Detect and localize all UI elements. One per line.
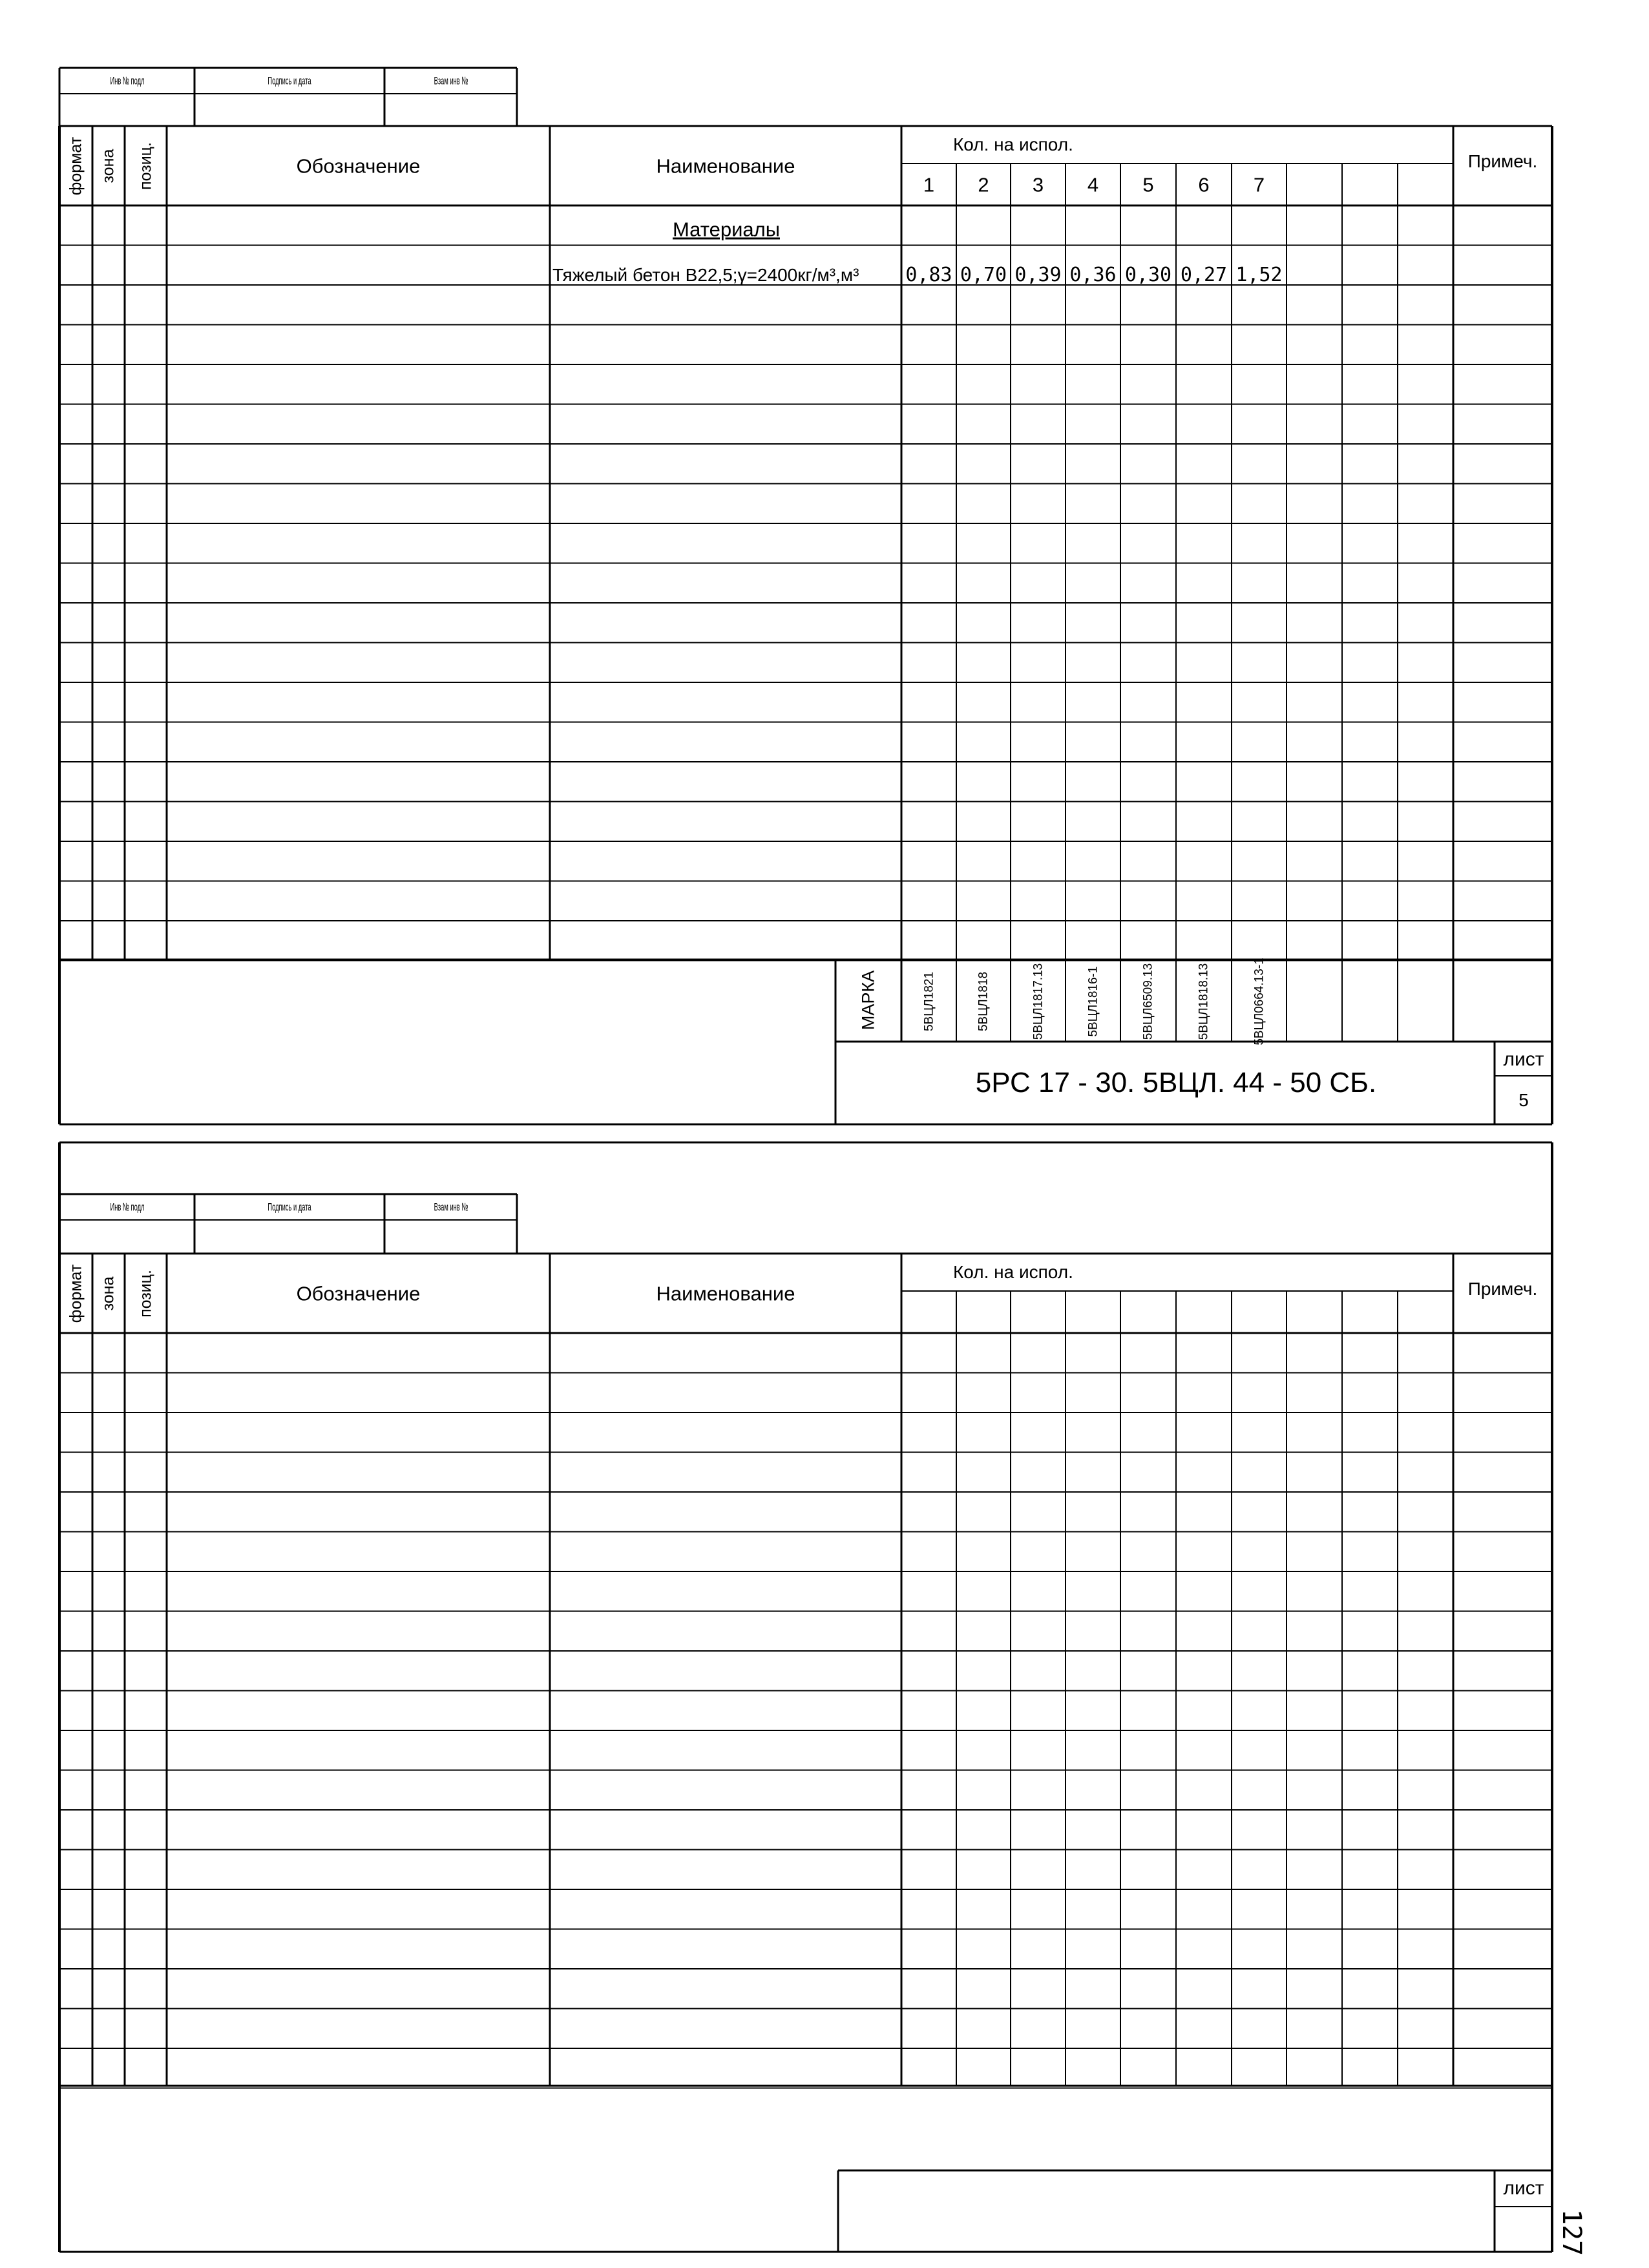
- stamp1-inv-label-text: Инв № подл: [109, 74, 145, 87]
- sheet1-sheet-label: лист: [1503, 1049, 1544, 1070]
- stamp2-vzam-label: [420, 1202, 482, 1213]
- sheet1-mark-5: 5ВЦЛ6509.13: [1141, 963, 1155, 1040]
- sheet1-colnum-1: 1: [923, 173, 935, 196]
- sheet1-col-zone: зона: [99, 149, 118, 183]
- sheet1-section-materials: Материалы: [673, 218, 780, 241]
- sheet1-sheet-number: 5: [1518, 1090, 1529, 1110]
- sheet2-col-pos: позиц.: [136, 1269, 154, 1318]
- sheet1-col-format: формат: [67, 136, 85, 195]
- sheet1-mark-6: 5ВЦЛ1818.13: [1197, 963, 1211, 1040]
- stamp2-sign-label: [250, 1202, 329, 1213]
- sheet1-colnum-7: 7: [1253, 173, 1265, 196]
- page-number: 127: [1557, 2209, 1586, 2256]
- sheet1-colnum-3: 3: [1032, 173, 1044, 196]
- sheet1-colnum-4: 4: [1087, 173, 1099, 196]
- stamp2-vzam-label-text: Взам инв №: [434, 1201, 468, 1213]
- sheet1-drawing-code: 5РС 17 - 30. 5ВЦЛ. 44 - 50 СБ.: [975, 1067, 1377, 1098]
- sheet1-col-pos: позиц.: [136, 142, 154, 190]
- sheet2-col-zone: зона: [99, 1276, 118, 1310]
- sheet1-col-qty: Кол. на испол.: [953, 134, 1073, 154]
- stamp2-sign-label-text: Подпись и дата: [268, 1201, 311, 1213]
- sheet1-col-designation: Обозначение: [296, 154, 421, 177]
- sheet1-row1-value-4: 0,36: [1069, 264, 1117, 286]
- sheet1-mark-3: 5ВЦЛ1817.13: [1031, 963, 1045, 1040]
- sheet1-row1-value-2: 0,70: [960, 264, 1007, 286]
- stamp1-sign-label: [250, 76, 329, 87]
- stamp1-sign-label-text: Подпись и дата: [268, 74, 311, 87]
- sheet1-colnum-2: 2: [978, 173, 989, 196]
- sheet1-row1-value-7: 1,52: [1235, 264, 1283, 286]
- sheet2-col-name: Наименование: [656, 1282, 795, 1305]
- sheet1-row1-value-5: 0,30: [1124, 264, 1172, 286]
- sheet1-mark-1: 5ВЦЛ1821: [922, 971, 936, 1032]
- sheet1-mark-7: 5ВЦЛ0664.13-1: [1252, 958, 1266, 1045]
- sheet2-col-qty: Кол. на испол.: [953, 1262, 1073, 1282]
- sheet1-row1-name: Тяжелый бетон В22,5;γ=2400кг/м³,м³: [552, 265, 859, 285]
- sheet1-marka-label: МАРКА: [858, 970, 878, 1031]
- sheet1-colnum-5: 5: [1142, 173, 1154, 196]
- sheet1-colnum-6: 6: [1198, 173, 1210, 196]
- sheet1-col-note: Примеч.: [1467, 151, 1538, 172]
- sheet1-row1-value-3: 0,39: [1014, 264, 1062, 286]
- sheet2-col-designation: Обозначение: [296, 1282, 421, 1305]
- stamp2-inv-label: [96, 1202, 158, 1213]
- sheet1-mark-2: 5ВЦЛ1818: [976, 971, 991, 1032]
- sheet1-row1-value-6: 0,27: [1180, 264, 1228, 286]
- sheet2-sheet-label: лист: [1503, 2178, 1544, 2199]
- stamp2-inv-label-text: Инв № подл: [109, 1201, 145, 1213]
- sheet2-col-format: формат: [67, 1264, 85, 1323]
- sheet1-row1-value-1: 0,83: [905, 264, 952, 286]
- sheet2-col-note: Примеч.: [1467, 1279, 1538, 1299]
- sheet1-mark-4: 5ВЦЛ1816-1: [1086, 966, 1100, 1037]
- stamp1-vzam-label-text: Взам инв №: [434, 74, 468, 87]
- sheet1-col-name: Наименование: [656, 154, 795, 177]
- stamp1-inv-label: [96, 76, 158, 87]
- stamp1-vzam-label: [420, 76, 482, 87]
